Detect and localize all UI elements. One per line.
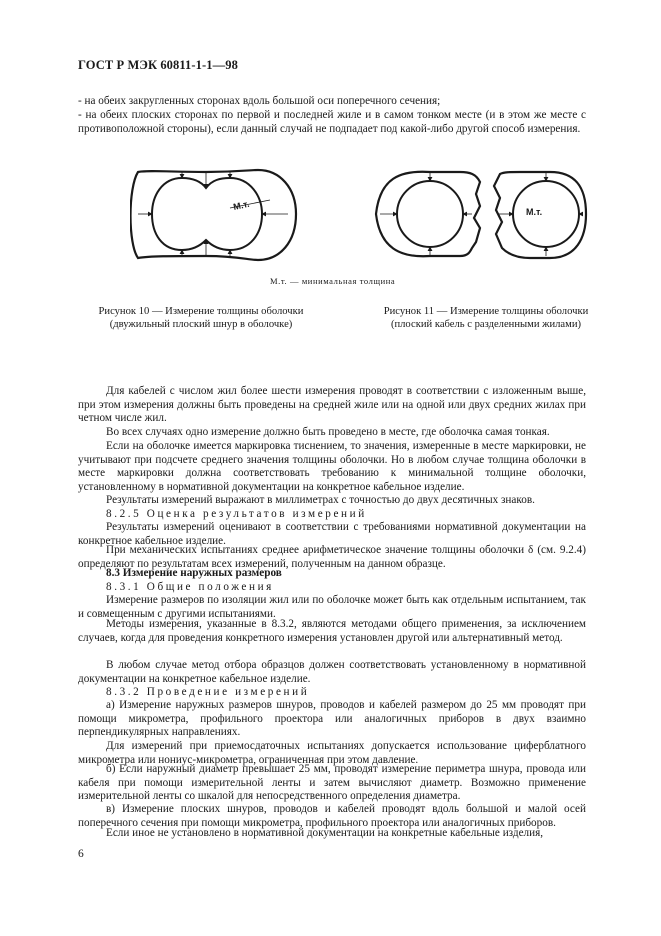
figure-11-caption (356, 305, 616, 331)
paragraph: Если на оболочке имеется маркировка тиснением, то значения, измеренные в месте маркировки, не учитывают при подсчете среднего значения толщины оболочки. Но в любом случае толщина оболочки в месте маркировки должна соответствовать требованию к минимальной толщине оболочки, установленному в нормативной документации на конкретное кабельное изделие. (78, 440, 586, 493)
intro-item-2: - на обеих плоских сторонах по первой и последней жиле и в самом тонком месте (и в этом же месте с противоположной стороны), если данный случай не подпадает под какой-либо другой способ измерения. (78, 109, 586, 135)
paragraph: в) Измерение плоских шнуров, проводов и кабелей проводят вдоль большой и малой осей поперечного сечения при помощи микрометра, профильного проектора или аналогичных приборов. (78, 803, 586, 829)
figure-10-caption-line-2: (двужильный плоский шнур в оболочке) (109, 319, 293, 330)
figure-11-diagram (376, 172, 586, 258)
paragraph: а) Измерение наружных размеров шнуров, проводов и кабелей размером до 25 мм проводят при помощи микрометра, профильного проектора или аналогичных приборов в двух взаимно перпендикулярных направлениях. (78, 699, 586, 739)
section-heading-8-2-5: 8.2.5 Оценка результатов измерений (106, 508, 367, 520)
paragraph: Измерение размеров по изоляции жил или по оболочке может быть как отдельным испытанием, так и совмещенным с другими испытаниями. (78, 594, 586, 620)
figure-11-caption-line-1: Рисунок 11 — Измерение толщины оболочки (383, 306, 589, 317)
paragraph: Во всех случаях одно измерение должно быть проведено в месте, где оболочка самая тонкая. (106, 426, 550, 438)
figures-drawing (130, 158, 590, 274)
figure-10-diagram (131, 170, 297, 260)
figure-11-caption-line-2: (плоский кабель с разделенными жилами) (390, 319, 582, 330)
paragraph: Результаты измерений оценивают в соответствии с требованиями нормативной документации на конкретное кабельное изделие. (78, 521, 586, 547)
figure-10-label: М.т. (232, 198, 251, 212)
section-heading-8-3-1: 8.3.1 Общие положения (106, 581, 274, 593)
section-heading-8-3: 8.3 Измерение наружных размеров (106, 567, 282, 579)
paragraph: При механических испытаниях среднее арифметическое значение толщины оболочки δ (см. 9.2.4) определяют по результатам всех измерений, полученным на данном образце. (78, 544, 586, 570)
paragraph: Методы измерения, указанные в 8.3.2, являются методами общего применения, за исключением случаев, когда для проведения конкретного измерения установлен другой или альтернативный метод. (78, 618, 586, 644)
figure-10-caption-line-1: Рисунок 10 — Измерение толщины оболочки (98, 306, 304, 317)
paragraph: б) Если наружный диаметр превышает 25 мм, проводят измерение периметра шнура, провода или кабеля при помощи измерительной ленты и затем вычисляют диаметр. Возможно применение измерительной ленты со шкалой для непосредственного определения диаметра. (78, 763, 586, 803)
paragraph: Результаты измерений выражают в миллиметрах с точностью до двух десятичных знаков. (106, 494, 535, 506)
page-number: 6 (78, 848, 84, 860)
figure-11-label: М.т. (526, 207, 543, 217)
paragraph: В любом случае метод отбора образцов должен соответствовать установленному в нормативной документации на конкретное кабельное изделие. (78, 659, 586, 685)
intro-item-1: - на обеих закругленных сторонах вдоль большой оси поперечного сечения; (78, 95, 441, 107)
figure-10-caption (86, 305, 316, 331)
document-header: ГОСТ Р МЭК 60811-1-1—98 (78, 58, 238, 72)
paragraph: Для кабелей с числом жил более шести измерения проводят в соответствии с изложенным выше, при этом измерения должны быть проведены на средней жиле или на одной или двух средних жилах при четном числе жил. (78, 385, 586, 425)
paragraph: Для измерений при приемосдаточных испытаниях допускается использование циферблатного микрометра или нониус-микрометра, ограниченная при этом давление. (78, 740, 586, 766)
figure-legend: М.т. — минимальная толщина (270, 276, 396, 286)
paragraph: Если иное не установлено в нормативной документации на конкретные кабельные изделия, (106, 827, 544, 839)
section-heading-8-3-2: 8.3.2 Проведение измерений (106, 686, 310, 698)
